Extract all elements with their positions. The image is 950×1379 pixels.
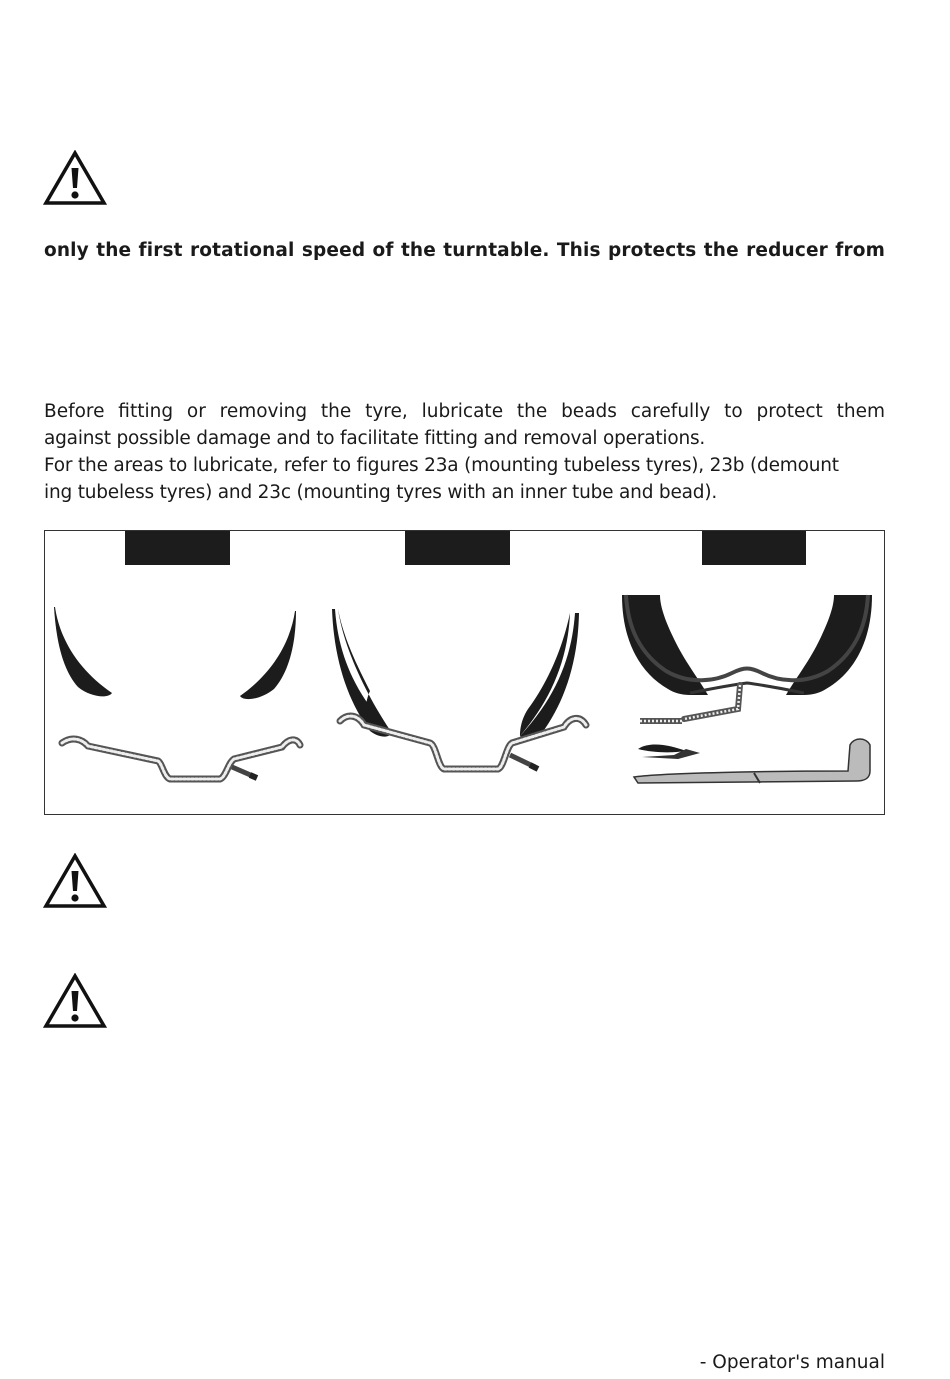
figure-panel xyxy=(44,530,885,815)
warning-triangle-icon xyxy=(43,853,107,909)
paragraph-line: ing tubeless tyres) and 23c (mounting tyres with an inner tube and bead). xyxy=(44,482,718,503)
tyre-demounting-diagram xyxy=(330,581,595,811)
tyre-mounting-diagram xyxy=(50,581,305,811)
figure-label-23b xyxy=(405,531,510,565)
figure-label-23a xyxy=(125,531,230,565)
paragraph-line: Before fitting or removing the tyre, lubricate the beads carefully to protect them xyxy=(44,401,885,422)
paragraph-line: against possible damage and to facilitate fitting and removal operations. xyxy=(44,428,706,449)
warning-text: only the first rotational speed of the turntable. This protects the reducer from xyxy=(44,240,885,261)
figure-label-23c xyxy=(702,531,806,565)
warning-triangle-icon xyxy=(43,973,107,1029)
tube-tyre-mounting-diagram xyxy=(620,581,878,811)
warning-triangle-icon xyxy=(43,150,107,206)
lubrication-paragraph xyxy=(44,398,885,506)
page-footer: - Operator's manual xyxy=(699,1352,885,1373)
paragraph-line: For the areas to lubricate, refer to figures 23a (mounting tubeless tyres), 23b (demount xyxy=(44,455,839,476)
